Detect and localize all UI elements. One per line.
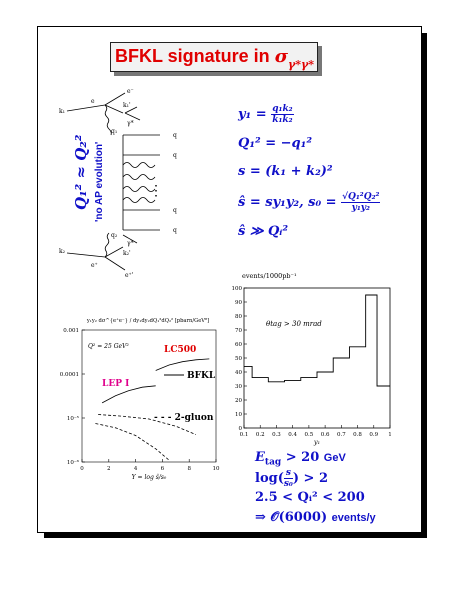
label-gamma-top: γ*: [127, 120, 134, 127]
label-gamma-bot: γ*: [127, 240, 134, 247]
eq-Q2: Q₁² = −q₁²: [238, 136, 313, 151]
hist-ytick-label: 90: [235, 300, 242, 306]
hist-annotation: θtag > 30 mrad: [266, 320, 322, 328]
bottom-line3: 2.5 < Qᵢ² < 200: [255, 490, 365, 505]
eq-s0-frac: [341, 192, 380, 213]
hist-bar: [366, 295, 377, 428]
label-e-bot2: e⁺': [125, 272, 134, 279]
title-symbol: σ: [274, 46, 288, 67]
hist-bar: [244, 366, 252, 428]
bottom-line1-b: tag: [264, 457, 282, 468]
histogram-chart: [228, 268, 398, 446]
hist-bar: [301, 378, 317, 428]
label-k2: k₂: [59, 248, 66, 255]
label-q-3: q: [173, 207, 177, 214]
hist-bar: [252, 378, 268, 428]
hist-ytick-label: 100: [231, 286, 242, 292]
line-xlabel: Y = log ŝ/s₀: [131, 474, 167, 481]
line-ytick-label: 0.001: [63, 328, 79, 334]
hist-xtick-label: 0.7: [336, 432, 346, 438]
legend-lc500: LC500: [164, 345, 197, 355]
label-e-top: e: [91, 98, 95, 105]
hist-bar: [349, 347, 365, 428]
bottom-line1-a: E: [255, 450, 265, 465]
eq-shat-a: ŝ = sy₁y₂,: [238, 195, 304, 210]
hist-ytick-label: 0: [238, 426, 242, 432]
hist-bar: [268, 382, 284, 428]
line-xtick-label: 4: [133, 466, 138, 472]
ladder-dots: ⋮: [149, 183, 163, 199]
line-xtick-label: 8: [187, 466, 191, 472]
hist-xtick-label: 0.9: [369, 432, 379, 438]
side-label-sub: 'no AP evolution': [94, 141, 105, 222]
bottom-line2-den: s₀: [283, 479, 293, 489]
hist-ytick-label: 50: [235, 356, 242, 362]
bottom-line1: [255, 450, 346, 468]
label-k2prime: k₂': [123, 250, 131, 257]
eq-s0-num: √Q₁²Q₂²: [342, 192, 380, 202]
title-subscript: γ*γ*: [287, 58, 315, 71]
legend-lepi: LEP I: [102, 379, 130, 389]
legend-bfkl: BFKL: [187, 371, 216, 381]
label-k1prime: k₁': [123, 102, 131, 109]
label-q-2: q: [173, 152, 177, 159]
line-ytick-label: 10⁻⁵: [66, 416, 79, 422]
eq-y1-den: k₁k₂: [272, 115, 293, 125]
bottom-line2-num: s: [285, 468, 291, 478]
bottom-line2-a: log(: [255, 471, 284, 486]
line-xtick-label: 2: [107, 466, 111, 472]
hist-bar: [333, 358, 349, 428]
hist-ytick-label: 80: [235, 314, 242, 320]
hist-ytick-label: 10: [235, 412, 242, 418]
bottom-line2-b: ) > 2: [292, 471, 329, 486]
hist-xtick-label: 0.1: [239, 432, 249, 438]
hist-ytick-label: 70: [235, 328, 242, 334]
hist-xtick-label: 0.5: [304, 432, 314, 438]
bottom-line4-unit: events/y: [331, 512, 376, 524]
hist-xtick-label: 0.8: [353, 432, 362, 438]
hist-xtick-label: 0.4: [288, 432, 298, 438]
bottom-line2-frac: [284, 468, 293, 489]
bottom-line2: [255, 468, 328, 489]
hist-xtick-label: 0.2: [255, 432, 265, 438]
line-chart: [58, 314, 228, 484]
hist-xtick-label: 1: [388, 432, 392, 438]
bottom-line4: [255, 510, 376, 525]
eq-s0-den: y₁y₂: [351, 203, 370, 213]
label-q-4: q: [173, 227, 177, 234]
hist-bar: [377, 386, 390, 428]
eq-shat-b: s₀ =: [308, 195, 337, 210]
line-xtick-label: 10: [212, 466, 220, 472]
label-q1: q₁: [111, 128, 118, 135]
legend-twogluon: - - - 2-gluon: [154, 413, 214, 423]
label-e-top2: e⁻: [127, 88, 134, 95]
hist-ytick-label: 30: [235, 384, 242, 390]
title-prefix: BFKL signature in: [115, 46, 270, 66]
bottom-line1-unit: GeV: [323, 452, 346, 464]
label-k1: k₁: [59, 108, 66, 115]
line-series-0: [156, 359, 210, 371]
slide-title: [115, 46, 315, 71]
hist-ytick-label: 60: [235, 342, 242, 348]
hist-xlabel: y₁: [313, 438, 321, 446]
hist-bar: [285, 380, 301, 428]
line-xtick-label: 0: [80, 466, 84, 472]
line-annotation: Q² = 25 GeV²: [88, 343, 129, 350]
hist-title: events/1000pb⁻¹: [242, 272, 297, 280]
eq-y1-num: q₁k₂: [272, 104, 293, 114]
hist-xtick-label: 0.6: [320, 432, 330, 438]
eq-y1: [238, 104, 294, 125]
label-q-1: q: [173, 132, 177, 139]
eq-y1-lhs: y₁ =: [238, 107, 267, 122]
line-title: y₁y₂ dσ^{e⁺e⁻} / dy₁dy₂dQ₁²dQ₂² [pbarn/GeV⁸]: [86, 318, 210, 324]
bottom-line1-c: > 20: [285, 450, 320, 465]
bottom-line4-a: ⇒ 𝒪(6000): [255, 510, 328, 525]
line-series-3: [95, 424, 169, 461]
line-xtick-label: 6: [160, 466, 165, 472]
eq-shat: [238, 192, 380, 213]
eq-y1-frac: [271, 104, 293, 125]
label-q2: q₂: [111, 232, 118, 239]
eq-s: s = (k₁ + k₂)²: [238, 164, 333, 179]
hist-xtick-label: 0.3: [272, 432, 281, 438]
hist-bar: [317, 372, 333, 428]
line-ytick-label: 10⁻⁶: [66, 460, 79, 466]
label-e-bot: e⁺: [91, 262, 98, 269]
line-ytick-label: 0.0001: [59, 372, 79, 378]
hist-ytick-label: 40: [235, 370, 242, 376]
side-label-main: Q₁² ≈ Q₂²: [72, 134, 90, 210]
title-box: [110, 42, 318, 72]
hist-ytick-label: 20: [235, 398, 242, 404]
eq-shat-gg: ŝ ≫ Qᵢ²: [238, 224, 289, 239]
